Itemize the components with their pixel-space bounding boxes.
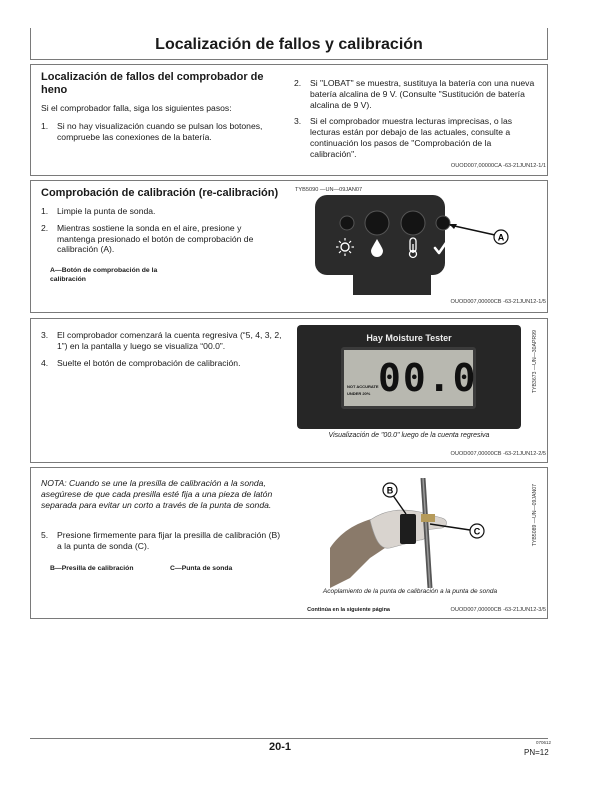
list-item: 4. Suelte el botón de comprobación de calibración. (41, 357, 241, 368)
clip-attach-figure (330, 478, 510, 588)
section2-caption: A—Botón de comprobación de la calibración (50, 267, 158, 283)
list-item: 5. Presione firmemente para fijar la presilla de calibración (B) a la punta de sonda (C). (41, 530, 281, 551)
section1-heading: Localización de fallos del comprobador de heno (41, 71, 264, 96)
section2-heading: Comprobación de calibración (re-calibración) (41, 187, 279, 199)
lcd-display (341, 347, 476, 409)
footer-rule (30, 738, 548, 739)
section3-figure-id-wrap (532, 330, 538, 430)
section4-figure-id-wrap (532, 484, 538, 584)
section4-ref: OUOD007,00000CB -63-21JUN12-3/5 (450, 607, 546, 613)
section2-figure-id: TYB5090 —UN—09JAN07 (295, 187, 363, 193)
device-title: Hay Moisture Tester (366, 333, 452, 343)
list-item: 2. Mientras sostiene la sonda en el aire, presione y mantenga presionado el botón de comprobación de calibración (A). (41, 222, 254, 255)
lcd-legend-1: NOT ACCURATE (347, 384, 379, 389)
list-item: 1. Si no hay visualización cuando se pulsan los botones, compruebe las conexiones de la batería. (41, 121, 263, 142)
callout-c: C (473, 526, 481, 537)
moisture-tester-figure (297, 325, 521, 429)
footer-pn: PN=12 (524, 748, 549, 757)
caption-clip: B—Presilla de calibración (50, 565, 134, 572)
lcd-value: 00.0 (378, 356, 478, 400)
section1-ref: OUOD007,00000CA -63-21JUN12-1/1 (450, 163, 546, 169)
section4-figure-id: TYB5089 —UN—09JAN07 (532, 484, 538, 547)
section4-steps (41, 530, 286, 558)
section3-steps (41, 330, 286, 374)
section3-figure-caption: Visualización de "00.0" luego de la cuenta regresiva (328, 432, 490, 439)
section1-steps-right (294, 78, 539, 166)
callout-a: A (497, 232, 505, 243)
section4-figure-caption: Acoplamiento de la punta de calibración a la punta de sonda (322, 588, 498, 595)
list-item: 3. El comprobador comenzará la cuenta regresiva (“5, 4, 3, 2, 1”) en la pantalla y luego se visualiza “00.0”. (41, 330, 282, 351)
section2-steps (41, 206, 281, 261)
page-title: Localización de fallos y calibración (155, 36, 423, 53)
list-item: 3. Si el comprobador muestra lecturas imprecisas, o las lecturas están por debajo de las actuales, consulte a continuación los pasos de "Comprobación de la calibración". (294, 116, 513, 159)
list-item: 1. Limpie la punta de sonda. (41, 206, 156, 216)
callout-b: B (386, 485, 394, 496)
section2-ref: OUOD007,00000CB -63-21JUN12-1/5 (450, 299, 546, 305)
section4-note: NOTA: Cuando se une la presilla de calibración a la sonda, asegúrese de que cada presilla esté fija a una pieza de latón separada para evitar un corto a través de la punta de sonda. (41, 478, 273, 510)
section1-steps-left (41, 121, 286, 149)
list-item: 2. Si "LOBAT" se muestra, sustituya la batería con una nueva batería alcalina de 9 V. (Consulte "Sustitución de batería alcalina de 9 V). (294, 78, 535, 110)
footer-code: 070612 (536, 740, 552, 745)
continued-note: Continúa en la siguiente página (307, 607, 390, 613)
lcd-legend-2: UNDER 20% (347, 391, 371, 396)
caption-probe-tip: C—Punta de sonda (170, 565, 233, 572)
section1-intro: Si el comprobador falla, siga los siguientes pasos: (41, 103, 232, 113)
tester-buttons-figure (295, 195, 525, 295)
section3-figure-id: TYB3673 —UN—30APR99 (532, 330, 538, 394)
section3-ref: OUOD007,00000CB -63-21JUN12-2/5 (450, 451, 546, 457)
page-number: 20-1 (268, 741, 292, 753)
